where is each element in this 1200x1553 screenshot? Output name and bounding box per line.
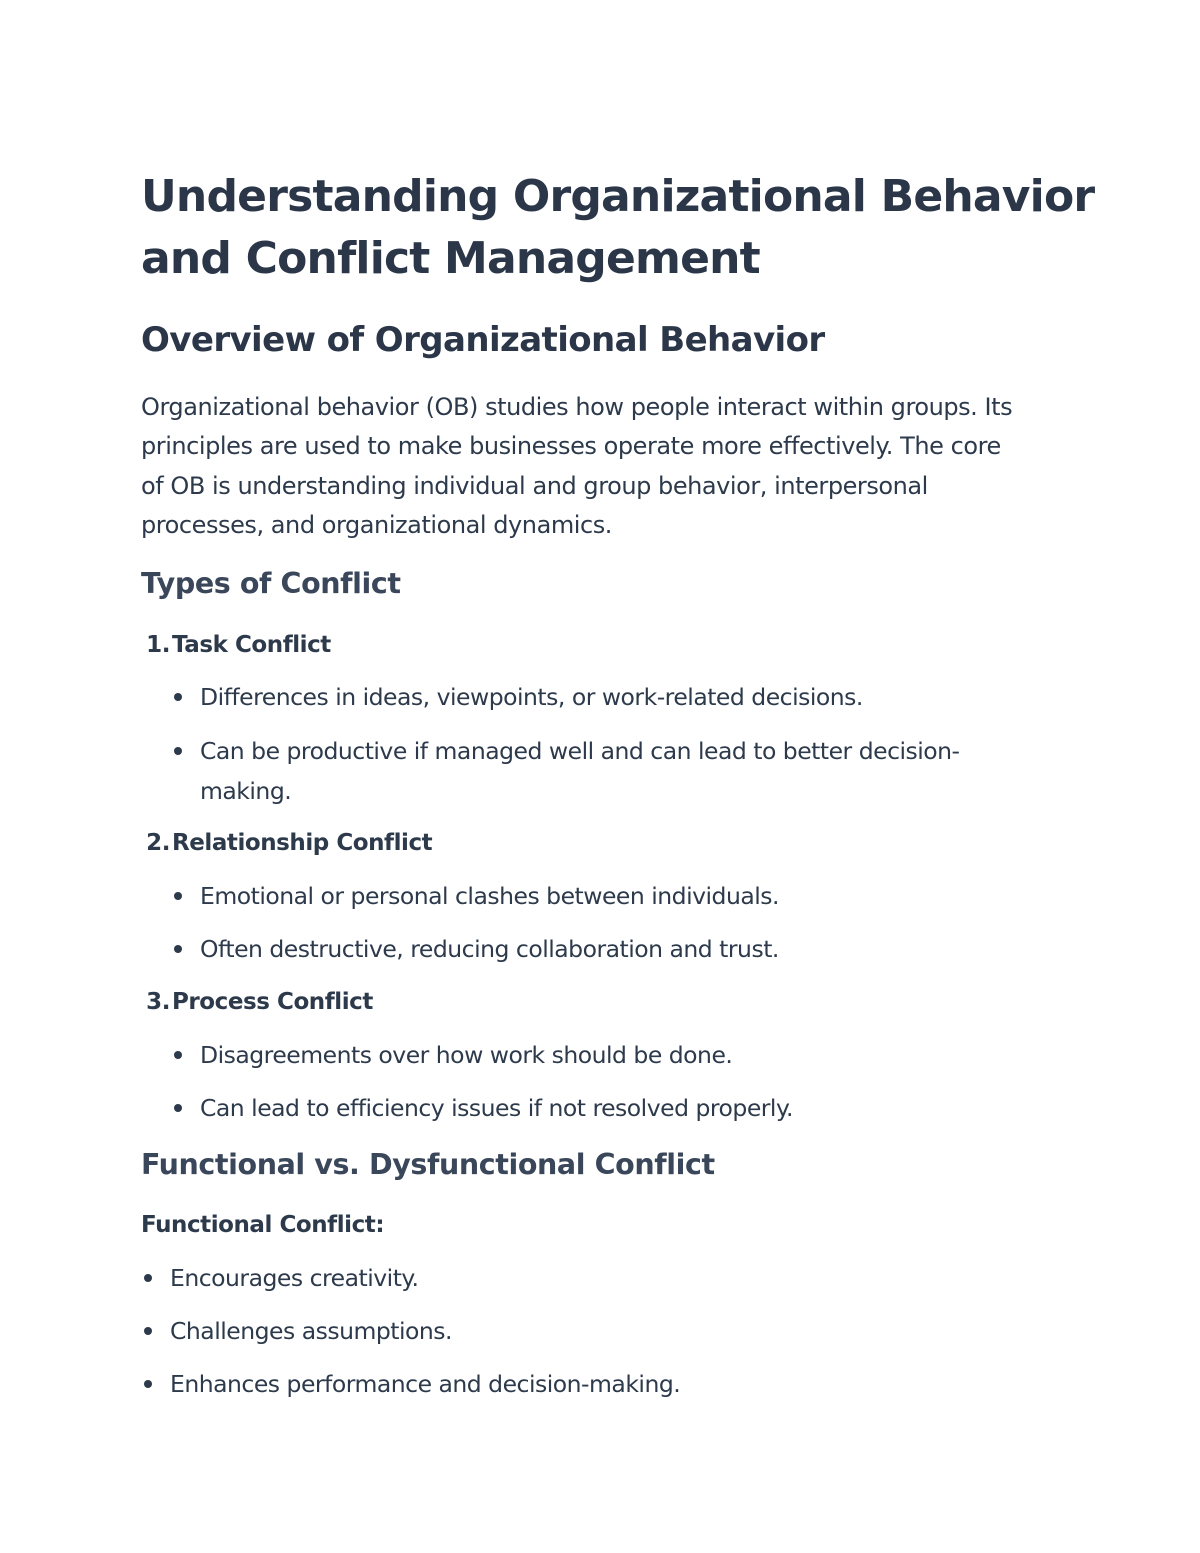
list-number: 2.: [146, 830, 170, 856]
title-line-2: and Conflict Management: [141, 233, 760, 284]
list-number: 1.: [146, 632, 170, 658]
list-item-text: Differences in ideas, viewpoints, or work-related decisions.: [200, 683, 863, 711]
list-item: [200, 677, 863, 717]
conflict-type-label: Process Conflict: [172, 989, 373, 1015]
functional-heading: Functional vs. Dysfunctional Conflict: [141, 1148, 715, 1181]
page-title: [141, 166, 1094, 290]
intro-line: Organizational behavior (OB) studies how people interact within groups. Its: [141, 393, 1013, 421]
bullet-icon: [144, 1274, 152, 1282]
list-item-text: Encourages creativity.: [170, 1264, 419, 1292]
section-heading-overview: Overview of Organizational Behavior: [141, 320, 825, 360]
list-item-text: Emotional or personal clashes between individuals.: [200, 882, 780, 910]
bullet-icon: [174, 945, 182, 953]
intro-line: of OB is understanding individual and group behavior, interpersonal: [141, 471, 928, 500]
bullet-icon: [144, 1380, 152, 1388]
bullet-icon: [144, 1327, 152, 1335]
list-item: [200, 1088, 793, 1128]
list-item-text: Disagreements over how work should be done.: [200, 1041, 733, 1069]
title-line-1: Understanding Organizational Behavior: [141, 171, 1095, 222]
conflict-type-label: Task Conflict: [172, 632, 331, 658]
intro-paragraph: [141, 388, 1012, 546]
bullet-icon: [174, 1104, 182, 1112]
list-item: [200, 876, 779, 916]
bullet-icon: [174, 693, 182, 701]
bullet-icon: [174, 747, 182, 755]
list-item: [200, 929, 779, 969]
conflict-type-label: Relationship Conflict: [172, 830, 433, 856]
conflict-type-task: [141, 630, 331, 660]
functional-conflict-label: Functional Conflict:: [141, 1212, 385, 1238]
bullet-icon: [174, 892, 182, 900]
list-item: [200, 1035, 732, 1075]
list-item: [170, 1364, 680, 1404]
types-heading: Types of Conflict: [141, 567, 401, 600]
list-item-text: Challenges assumptions.: [170, 1317, 453, 1345]
list-item-text: Enhances performance and decision-making.: [170, 1370, 681, 1398]
list-item-text: Can be productive if managed well and can lead to better decision-: [200, 737, 960, 765]
list-item: [200, 731, 960, 811]
list-number: 3.: [146, 989, 170, 1015]
list-item-text: making.: [200, 777, 292, 805]
intro-line: processes, and organizational dynamics.: [141, 511, 612, 540]
list-item-text: Often destructive, reducing collaboration and trust.: [200, 935, 779, 963]
conflict-type-process: [141, 987, 373, 1017]
list-item: [170, 1311, 452, 1351]
bullet-icon: [174, 1051, 182, 1059]
list-item-text: Can lead to efficiency issues if not resolved properly.: [200, 1094, 793, 1122]
intro-line: principles are used to make businesses operate more effectively. The core: [141, 432, 1001, 461]
conflict-type-relationship: [141, 828, 432, 858]
list-item: [170, 1258, 418, 1298]
